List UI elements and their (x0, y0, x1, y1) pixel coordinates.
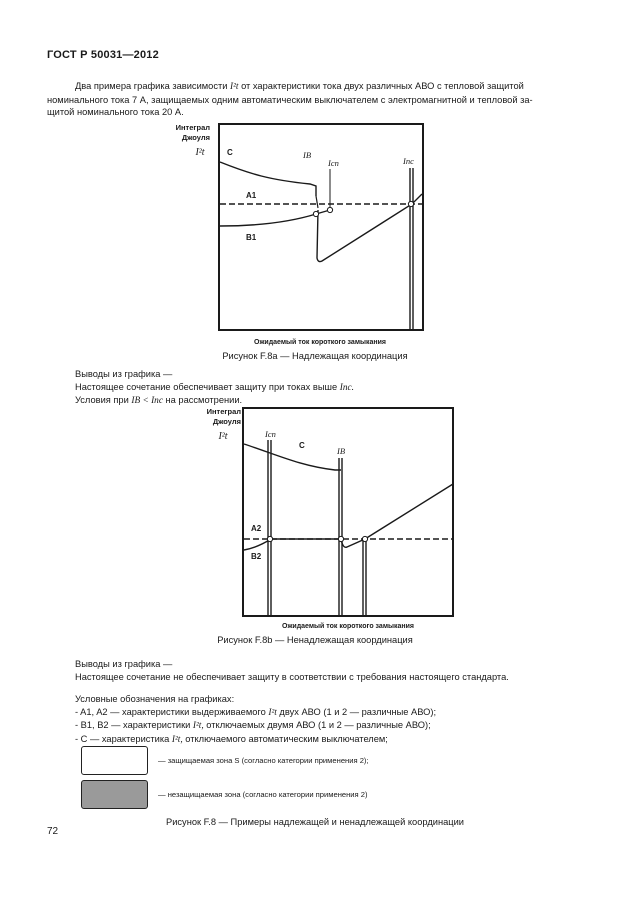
figure-a-curve-b1 (220, 214, 316, 226)
figure-b-curve-c (244, 444, 341, 470)
figure-b-a2-label: A2 (251, 524, 262, 533)
conclusions-b-title: Выводы из графика — (75, 659, 173, 669)
legend-box-unprotected (81, 780, 148, 809)
intro-line-2: номинального тока 7 А, защищаемых одним автоматическим выключателем с электромагнитной и тепловой за- (47, 94, 533, 105)
intro-line-3: щитой номинального тока 20 А. (47, 107, 184, 117)
legend-item-3: - C — характеристика I²t, отключаемого автоматическим выключателем; (75, 733, 388, 745)
figure-b-graph (195, 402, 465, 634)
legend-box-protected (81, 746, 148, 775)
figure-b-curve-b2 (244, 484, 453, 550)
figure-a-curve-c (220, 162, 316, 196)
figure-a-caption: Рисунок F.8a — Надлежащая координация (222, 351, 408, 361)
figure-a-curve-c-label: C (227, 148, 233, 157)
figure-a-xlabel: Ожидаемый ток короткого замыкания (254, 339, 386, 346)
figure-a-graph (160, 118, 440, 363)
figure-a-b1-label: B1 (246, 233, 257, 242)
figure-b-b2-label: B2 (251, 552, 262, 561)
figure-b-point-icn (267, 536, 272, 541)
legend-list (75, 693, 595, 746)
main-figure-caption: Рисунок F.8 — Примеры надлежащей и ненадлежащей координации (166, 817, 464, 827)
legend-item-2: - B1, B2 — характеристики I²t, отключаемых двумя АВО (1 и 2 — различные АВО); (75, 720, 431, 731)
figure-a-ib-label: IB (303, 150, 312, 160)
conclusions-a-line-1: Настоящее сочетание обеспечивает защиту при токах выше Inc. (75, 381, 354, 393)
figure-b-curve-c-label: C (299, 441, 305, 450)
conclusions-a-title: Выводы из графика — (75, 369, 173, 379)
legend-item-1: - A1, A2 — характеристики выдерживаемого I²t двух АВО (1 и 2 — различные АВО); (75, 706, 437, 718)
page-number: 72 (47, 826, 59, 837)
document-header: ГОСТ Р 50031—2012 (47, 49, 159, 61)
figure-b-ib-label: IB (337, 446, 346, 456)
figure-a-ylabel-sym: I²t (195, 147, 205, 158)
figure-a-icn-label: Icn (328, 158, 339, 168)
figure-b-icn-label: Icn (265, 429, 276, 439)
figure-b-ylabel-1: Интеграл (206, 407, 241, 416)
i2t-symbol: I²t (230, 82, 239, 92)
conclusions-b (75, 658, 595, 683)
figure-a-point-ib (313, 211, 318, 216)
legend-box-protected-text: — защищаемая зона S (согласно категории применения 2); (158, 756, 369, 765)
figure-b-frame (243, 408, 453, 616)
figure-a-ylabel-1: Интеграл (175, 123, 210, 132)
figure-a-a1-label: A1 (246, 191, 257, 200)
figure-b-ylabel-sym: I²t (218, 431, 228, 442)
figure-a-frame (219, 124, 423, 330)
conclusions-b-line-1: Настоящее сочетание не обеспечивает защиту в соответствии с требования настоящего стандарта. (75, 671, 509, 682)
legend-box-unprotected-text: — незащищаемая зона (согласно категории применения 2) (158, 790, 368, 799)
figure-b-point-ib (338, 536, 343, 541)
legend-title: Условные обозначения на графиках: (75, 694, 235, 704)
figure-a-point-inc (408, 201, 413, 206)
figure-b-point-inc (362, 536, 367, 541)
figure-a-ylabel-2: Джоуля (181, 133, 210, 142)
intro-paragraph (47, 80, 584, 119)
figure-b-ylabel-2: Джоуля (212, 417, 241, 426)
intro-line-1: Два примера графика зависимости I²t от характеристики тока двух различных АВО с тепловой защитой (75, 81, 524, 92)
figure-a-inc-label: Inc (403, 156, 414, 166)
figure-b-xlabel: Ожидаемый ток короткого замыкания (282, 623, 414, 630)
conclusions-a-line-2: Условия при IB < Inc на рассмотрении. (75, 395, 243, 406)
figure-a-point-icn (327, 207, 332, 212)
figure-b-caption: Рисунок F.8b — Ненадлежащая координация (217, 635, 413, 645)
